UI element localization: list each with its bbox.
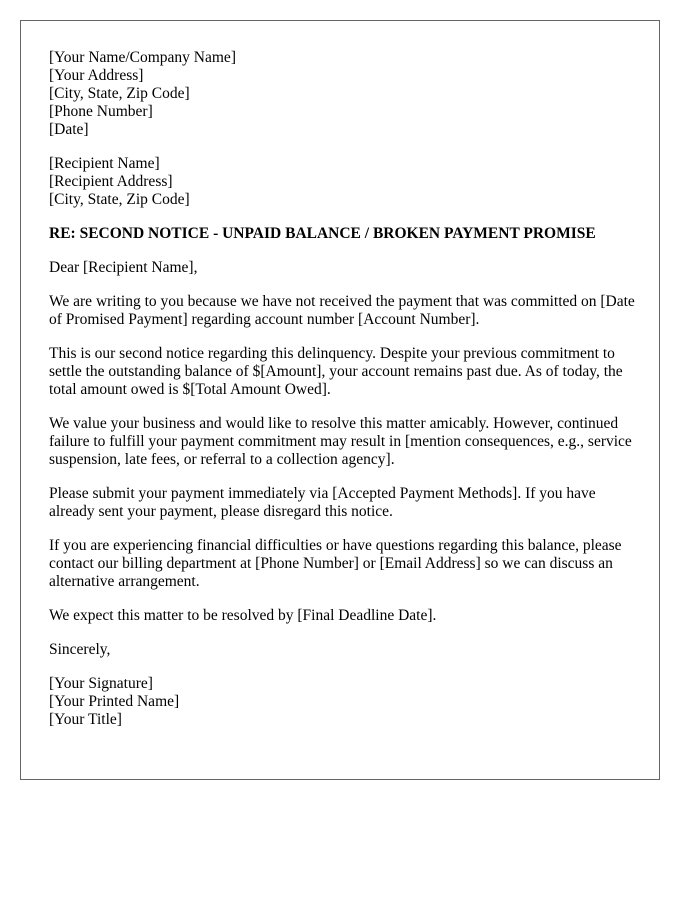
- closing: Sincerely,: [49, 641, 111, 658]
- sender-city-state-zip: [City, State, Zip Code]: [49, 85, 190, 102]
- letter-date: [Date]: [49, 121, 89, 138]
- recipient-address: [Recipient Address]: [49, 173, 173, 190]
- sender-address: [Your Address]: [49, 67, 144, 84]
- salutation: Dear [Recipient Name],: [49, 259, 198, 276]
- sender-block: [49, 49, 639, 139]
- printed-name: [Your Printed Name]: [49, 693, 180, 710]
- paragraph-missed-payment: We are writing to you because we have not received the payment that was committed on [Date of Promised Payment] regarding account number [Account Number].: [49, 293, 635, 328]
- letter-page: [20, 20, 660, 780]
- sender-phone: [Phone Number]: [49, 103, 153, 120]
- paragraph-financial-difficulties: If you are experiencing financial difficulties or have questions regarding this balance, please contact our billing department at [Phone Number] or [Email Address] so we can discuss an alternative arrangement.: [49, 537, 622, 590]
- sender-name: [Your Name/Company Name]: [49, 49, 236, 66]
- recipient-block: [49, 155, 639, 209]
- subject-line: RE: SECOND NOTICE - UNPAID BALANCE / BROKEN PAYMENT PROMISE: [49, 225, 596, 242]
- signature-placeholder: [Your Signature]: [49, 675, 153, 692]
- paragraph-second-notice: This is our second notice regarding this delinquency. Despite your previous commitment to settle the outstanding balance of $[Amount], your account remains past due. As of today, the total amount owed is $[Total Amount Owed].: [49, 345, 623, 398]
- paragraph-deadline: We expect this matter to be resolved by [Final Deadline Date].: [49, 607, 437, 624]
- recipient-city-state-zip: [City, State, Zip Code]: [49, 191, 190, 208]
- recipient-name: [Recipient Name]: [49, 155, 160, 172]
- paragraph-payment-instructions: Please submit your payment immediately via [Accepted Payment Methods]. If you have already sent your payment, please disregard this notice.: [49, 485, 596, 520]
- signature-block: [49, 675, 639, 729]
- signer-title: [Your Title]: [49, 711, 122, 728]
- paragraph-consequences: We value your business and would like to resolve this matter amicably. However, continued failure to fulfill your payment commitment may result in [mention consequences, e.g., service suspension, late fees, or referral to a collection agency].: [49, 415, 632, 468]
